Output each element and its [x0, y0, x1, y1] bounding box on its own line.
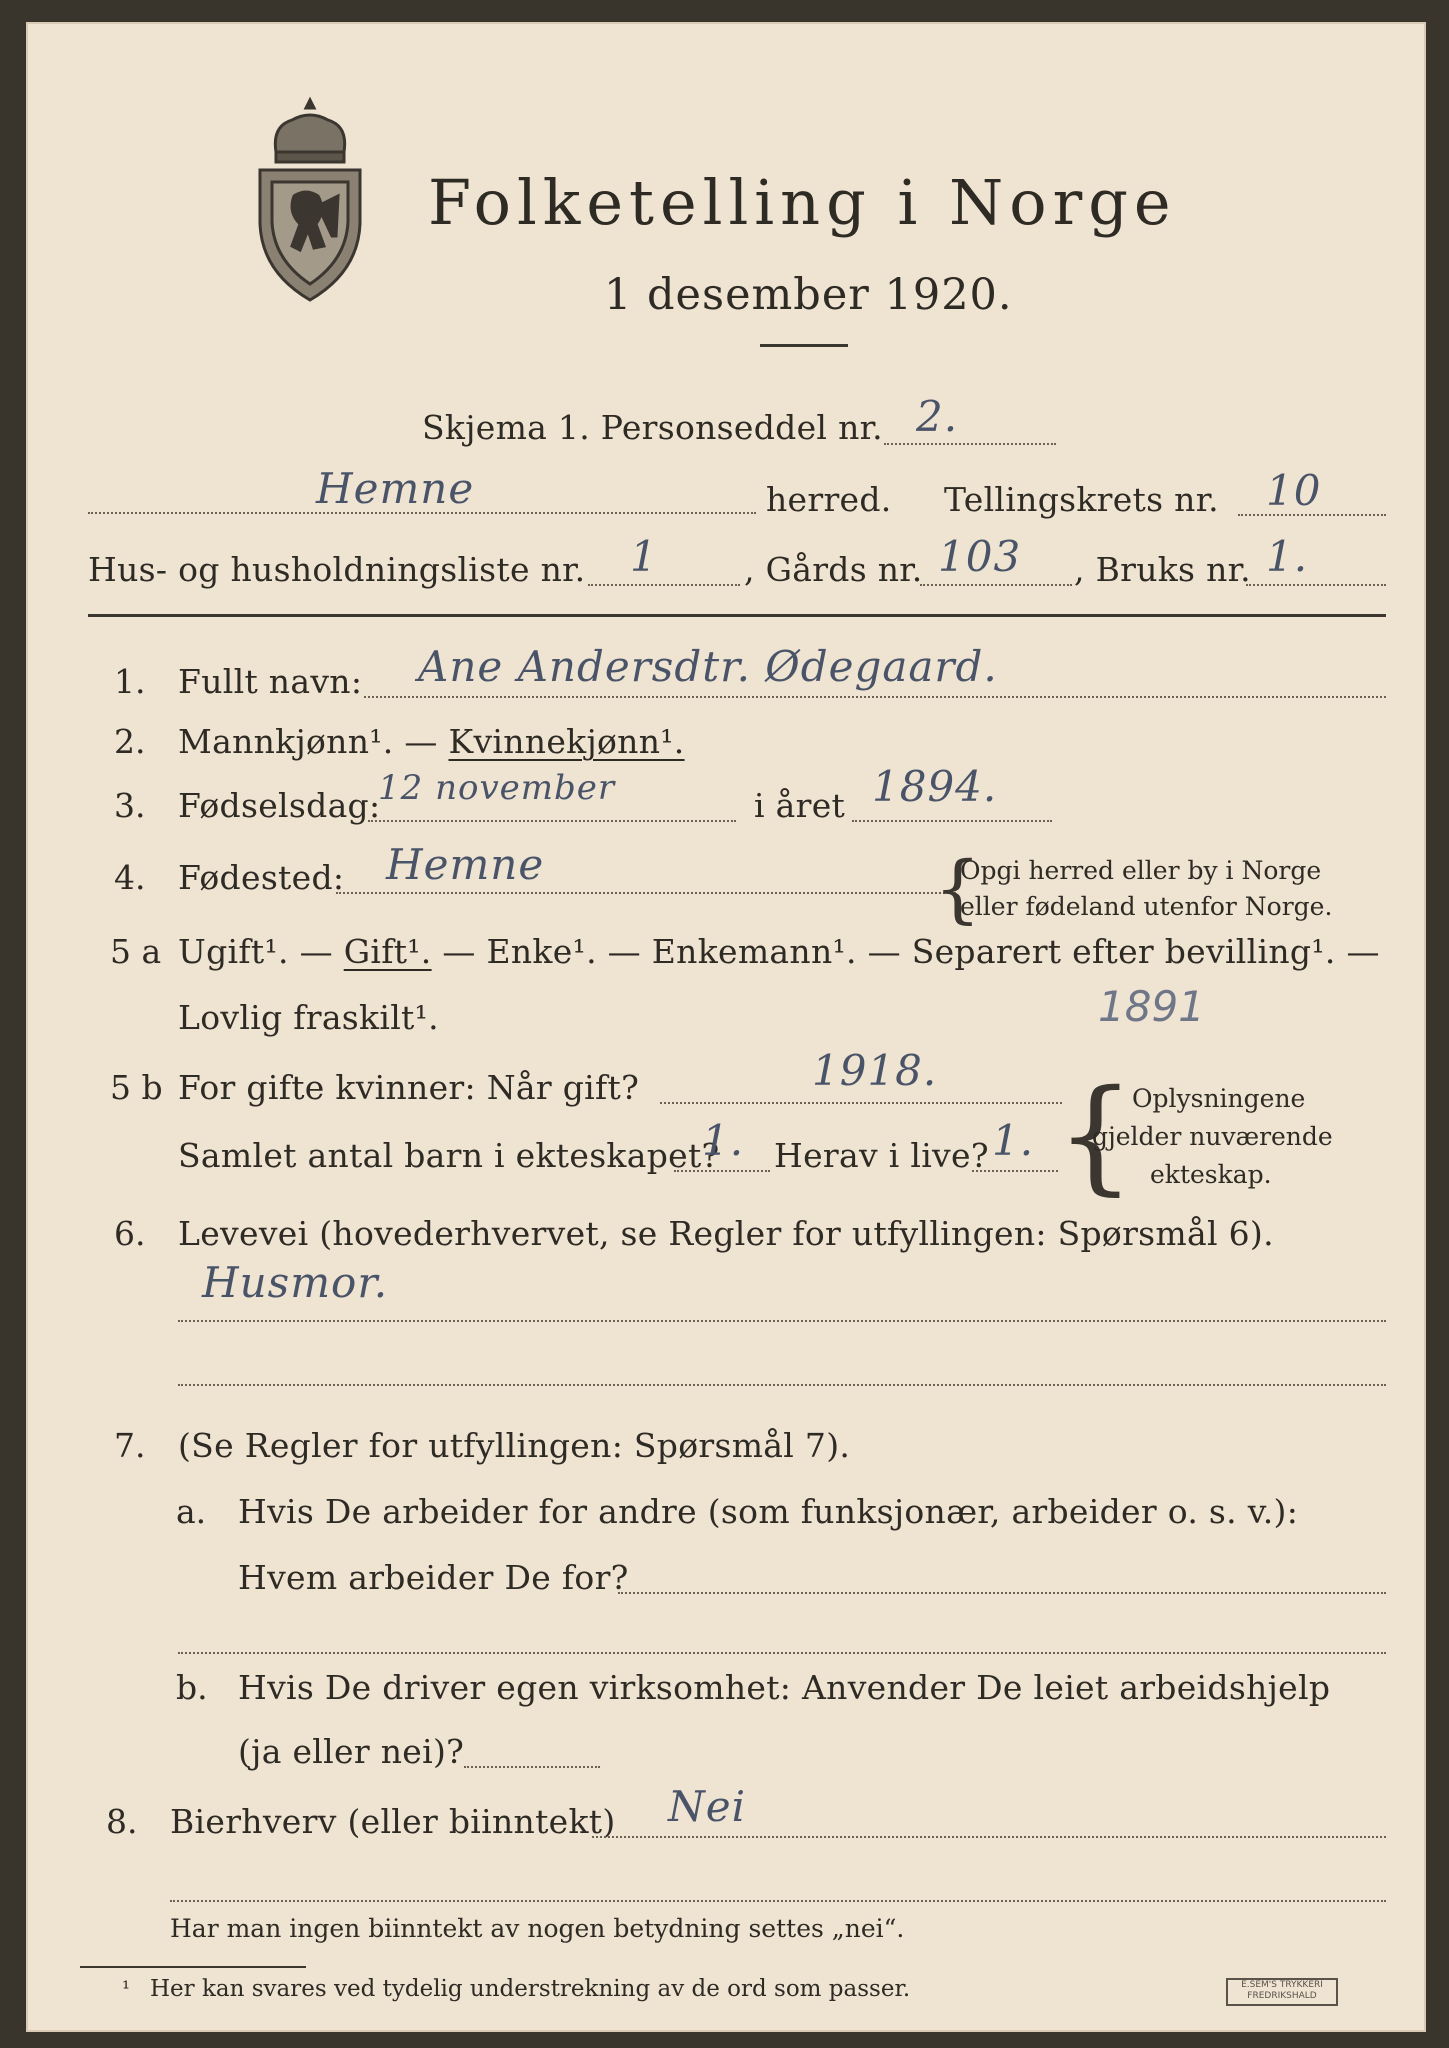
tellingskrets-nr[interactable]: 10 — [1266, 466, 1322, 515]
footnote-divider — [80, 1966, 306, 1968]
q6-line-1 — [178, 1320, 1386, 1322]
q3-number: 3. — [114, 786, 146, 825]
printer-stamp-line2: FREDRIKSHALD — [1247, 1991, 1317, 2001]
q7b-question: (ja eller nei)? — [238, 1732, 465, 1771]
q5a-number: 5 a — [110, 932, 162, 971]
q8-label: Bierhverv (eller biinntekt) — [170, 1802, 616, 1841]
bruks-label: , Bruks nr. — [1074, 550, 1251, 589]
married-year-value[interactable]: 1918. — [812, 1046, 938, 1095]
q4-brace: { — [934, 846, 982, 932]
herred-label: herred. — [766, 480, 892, 519]
husholdningsliste-nr[interactable]: 1 — [630, 532, 658, 581]
q8-line — [592, 1836, 1386, 1838]
q3-line — [368, 820, 736, 822]
q8-number: 8. — [106, 1802, 138, 1841]
printer-stamp — [1226, 1978, 1338, 2006]
footnote-text: Her kan svares ved tydelig understrekning av de ord som passer. — [150, 1976, 911, 2002]
q1-number: 1. — [114, 662, 146, 701]
children-alive-value[interactable]: 1. — [992, 1116, 1035, 1165]
birth-date-value[interactable]: 12 november — [378, 768, 616, 808]
gards-line — [920, 584, 1072, 586]
live-label: Herav i live? — [774, 1136, 989, 1175]
q4-number: 4. — [114, 858, 146, 897]
header-divider — [760, 344, 848, 347]
q4-label: Fødested: — [178, 858, 345, 897]
q4-note-line1: Opgi herred eller by i Norge — [960, 856, 1322, 885]
bruks-line — [1246, 584, 1386, 586]
female-option[interactable]: Kvinnekjønn¹. — [448, 722, 685, 761]
q7a-question: Hvem arbeider De for? — [238, 1558, 629, 1597]
form-title: Folketelling i Norge — [428, 166, 1177, 239]
printer-stamp-line1: E.SEM'S TRYKKERI — [1241, 1980, 1323, 1990]
lovlig-fraskilt-option[interactable]: Lovlig fraskilt¹. — [178, 998, 439, 1037]
q5a-options — [178, 932, 1380, 971]
herred-value[interactable]: Hemne — [316, 464, 475, 513]
q7b-letter: b. — [176, 1668, 208, 1707]
barn-label: Samlet antal barn i ekteskapet? — [178, 1136, 720, 1175]
q6-label: Levevei (hovederhvervet, se Regler for utfyllingen: Spørsmål 6). — [178, 1214, 1274, 1253]
q7-number: 7. — [114, 1426, 146, 1465]
husholdningsliste-label: Hus- og husholdningsliste nr. — [88, 550, 586, 589]
bruks-nr[interactable]: 1. — [1266, 532, 1309, 581]
year-line — [852, 820, 1052, 822]
gift-option[interactable]: Gift¹. — [343, 932, 432, 971]
personseddel-nr[interactable]: 2. — [916, 392, 959, 441]
q5b-line — [660, 1102, 1062, 1104]
census-date: 1 desember 1920. — [604, 270, 1013, 320]
q1-label: Fullt navn: — [178, 662, 363, 701]
section-divider — [88, 614, 1386, 617]
side-income-value[interactable]: Nei — [668, 1782, 747, 1831]
gards-nr[interactable]: 103 — [938, 532, 1022, 581]
q4-line — [336, 892, 956, 894]
birthplace-value[interactable]: Hemne — [386, 840, 545, 889]
occupation-value[interactable]: Husmor. — [202, 1258, 389, 1307]
q7a-letter: a. — [176, 1492, 207, 1531]
q7a-label: Hvis De arbeider for andre (som funksjonær, arbeider o. s. v.): — [238, 1492, 1299, 1531]
male-option[interactable]: Mannkjønn¹. — [178, 722, 394, 761]
census-form-sheet — [26, 22, 1426, 2032]
q7a-line-2 — [178, 1652, 1386, 1654]
skjema-label: Skjema 1. Personseddel nr. — [422, 408, 883, 447]
q5b-brace: { — [1056, 1064, 1135, 1208]
footnote-marker: ¹ — [122, 1976, 131, 2000]
barn-line — [674, 1170, 770, 1172]
tellingskrets-label: Tellingskrets nr. — [944, 480, 1219, 519]
live-line — [972, 1170, 1058, 1172]
q7-label: (Se Regler for utfyllingen: Spørsmål 7). — [178, 1426, 851, 1465]
q6-line-2 — [178, 1384, 1386, 1386]
q2-separator: — — [393, 722, 449, 761]
q3-label: Fødselsdag: — [178, 786, 381, 825]
q5b-note-line3: ekteskap. — [1150, 1160, 1272, 1189]
children-value[interactable]: 1. — [702, 1116, 745, 1165]
full-name-value[interactable]: Ane Andersdtr. Ødegaard. — [418, 642, 998, 691]
ugift-option[interactable]: Ugift¹. — [178, 932, 289, 971]
q5b-number: 5 b — [110, 1068, 163, 1107]
personseddel-line — [884, 443, 1056, 445]
q7b-line — [464, 1766, 600, 1768]
birth-year-value[interactable]: 1894. — [872, 762, 998, 811]
liste-line — [588, 584, 740, 586]
q7b-label: Hvis De driver egen virksomhet: Anvender De leiet arbeidshjelp — [238, 1668, 1331, 1707]
q6-number: 6. — [114, 1214, 146, 1253]
q2-number: 2. — [114, 722, 146, 761]
q4-note-line2: eller fødeland utenfor Norge. — [960, 892, 1333, 921]
year-label: i året — [754, 786, 846, 825]
q2-options — [178, 722, 685, 761]
q7a-line-1 — [618, 1592, 1386, 1594]
coat-of-arms-icon — [252, 96, 368, 306]
q5b-note-line1: Oplysningene — [1132, 1084, 1306, 1113]
pencil-annotation: 1891 — [1098, 982, 1205, 1031]
q5a-other-options[interactable]: — Enke¹. — Enkemann¹. — Separert efter bevilling¹. — — [431, 932, 1380, 971]
q5b-note-line2: gjelder nuværende — [1092, 1122, 1333, 1151]
footer-note: Har man ingen biinntekt av nogen betydning settes „nei“. — [170, 1914, 905, 1943]
q5b-label: For gifte kvinner: Når gift? — [178, 1068, 640, 1107]
q8-line-2 — [170, 1900, 1386, 1902]
q1-line — [364, 696, 1386, 698]
gards-label: , Gårds nr. — [744, 550, 923, 589]
q5a-separator: — — [288, 932, 344, 971]
